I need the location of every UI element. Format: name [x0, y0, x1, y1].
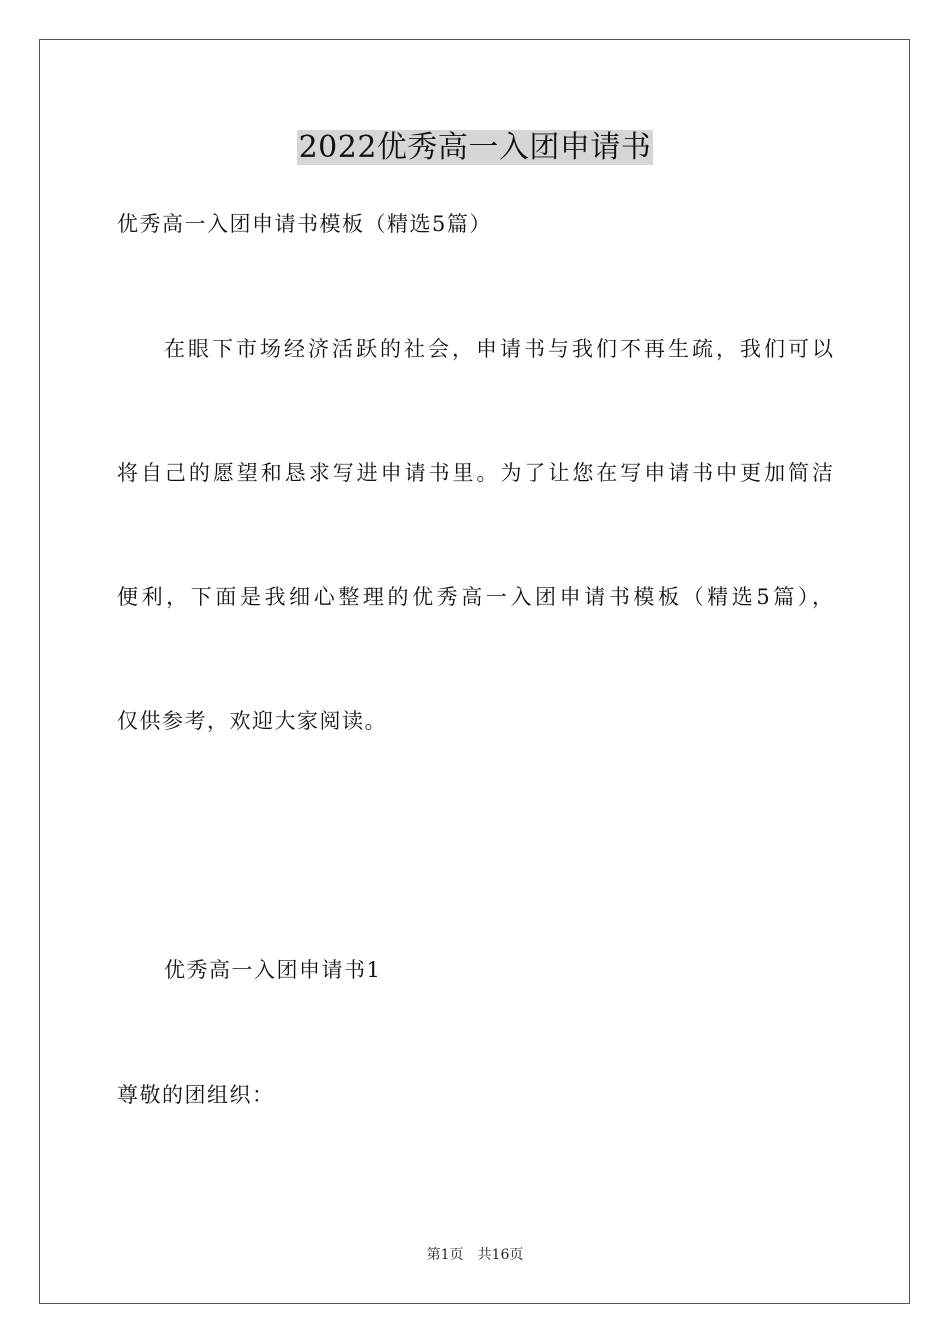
intro-line-2: 将自己的愿望和恳求写进申请书里。为了让您在写申请书中更加简洁: [117, 461, 833, 485]
document-subtitle: 优秀高一入团申请书模板（精选5篇）: [117, 212, 492, 236]
intro-line-1: 在眼下市场经济活跃的社会，申请书与我们不再生疏，我们可以: [164, 337, 833, 361]
intro-line-4: 仅供参考，欢迎大家阅读。: [117, 709, 387, 733]
section-heading: 优秀高一入团申请书1: [164, 958, 382, 982]
salutation: 尊敬的团组织：: [117, 1083, 275, 1107]
page-total: 共16页: [477, 1247, 524, 1263]
page-number: 第1页: [426, 1247, 464, 1263]
document-title-text: 2022优秀高一入团申请书: [298, 130, 652, 165]
document-title: [0, 128, 950, 168]
intro-line-3: 便利，下面是我细心整理的优秀高一入团申请书模板（精选5篇），: [117, 585, 833, 609]
page-footer: [0, 1245, 950, 1265]
